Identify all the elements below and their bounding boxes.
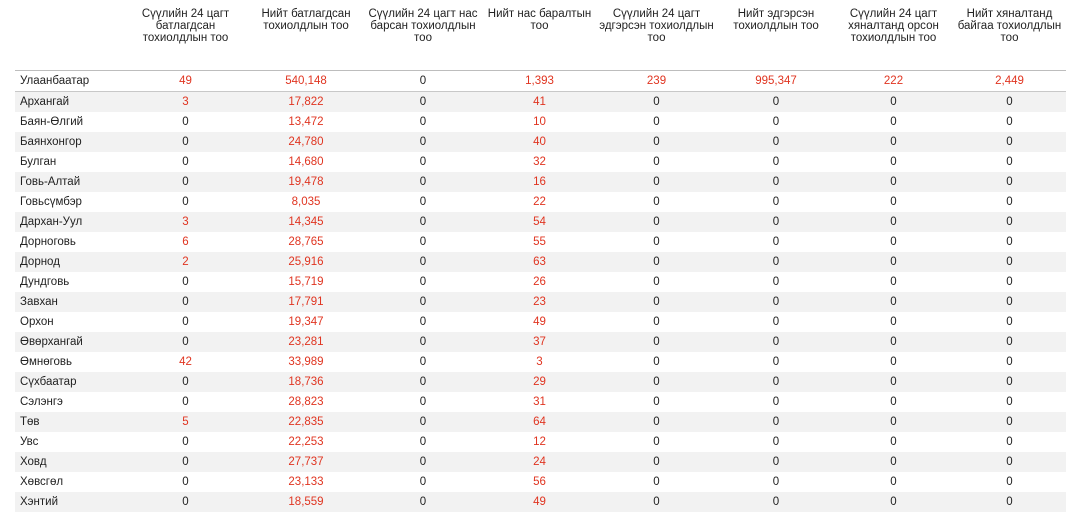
- cell-new-cases-24h: 0: [122, 272, 249, 292]
- cell-region-name: Орхон: [15, 312, 122, 332]
- cell-new-monitored-24h: 0: [835, 332, 952, 352]
- cell-total-recovered: 0: [717, 492, 835, 512]
- cell-new-cases-24h: 0: [122, 292, 249, 312]
- cell-total-cases: 13,472: [249, 112, 363, 132]
- covid-stats-table-container: [15, 0, 1066, 512]
- cell-new-cases-24h: 0: [122, 492, 249, 512]
- cell-total-monitored: 0: [952, 412, 1066, 432]
- table-row: [15, 252, 1066, 272]
- cell-total-deaths: 23: [483, 292, 596, 312]
- cell-region-name: Улаанбаатар: [15, 71, 122, 92]
- table-row: [15, 272, 1066, 292]
- cell-region-name: Хэнтий: [15, 492, 122, 512]
- cell-new-cases-24h: 0: [122, 452, 249, 472]
- cell-new-deaths-24h: 0: [363, 452, 483, 472]
- cell-new-recovered-24h: 239: [596, 71, 717, 92]
- cell-region-name: Сэлэнгэ: [15, 392, 122, 412]
- cell-total-cases: 28,765: [249, 232, 363, 252]
- cell-total-cases: 22,253: [249, 432, 363, 452]
- cell-total-recovered: 0: [717, 272, 835, 292]
- cell-region-name: Архангай: [15, 92, 122, 113]
- cell-total-recovered: 0: [717, 332, 835, 352]
- cell-total-monitored: 0: [952, 112, 1066, 132]
- cell-new-monitored-24h: 0: [835, 392, 952, 412]
- cell-total-cases: 8,035: [249, 192, 363, 212]
- cell-total-monitored: 0: [952, 372, 1066, 392]
- cell-total-cases: 15,719: [249, 272, 363, 292]
- cell-total-recovered: 0: [717, 472, 835, 492]
- cell-new-recovered-24h: 0: [596, 332, 717, 352]
- header-total-recovered: Нийт эдгэрсэн тохиолдлын тоо: [717, 0, 835, 71]
- cell-total-recovered: 0: [717, 372, 835, 392]
- cell-new-monitored-24h: 0: [835, 372, 952, 392]
- cell-new-cases-24h: 0: [122, 112, 249, 132]
- cell-new-deaths-24h: 0: [363, 152, 483, 172]
- cell-total-recovered: 0: [717, 152, 835, 172]
- cell-total-recovered: 0: [717, 252, 835, 272]
- cell-total-cases: 28,823: [249, 392, 363, 412]
- cell-new-cases-24h: 6: [122, 232, 249, 252]
- table-row: [15, 232, 1066, 252]
- cell-total-cases: 14,680: [249, 152, 363, 172]
- header-total-cases: Нийт батлагдсан тохиолдлын тоо: [249, 0, 363, 71]
- table-row: [15, 432, 1066, 452]
- table-row: [15, 412, 1066, 432]
- cell-region-name: Дорноговь: [15, 232, 122, 252]
- cell-region-name: Өвөрхангай: [15, 332, 122, 352]
- cell-total-deaths: 10: [483, 112, 596, 132]
- cell-new-cases-24h: 0: [122, 132, 249, 152]
- table-row: [15, 71, 1066, 92]
- cell-new-recovered-24h: 0: [596, 412, 717, 432]
- cell-total-deaths: 26: [483, 272, 596, 292]
- cell-total-deaths: 55: [483, 232, 596, 252]
- cell-total-monitored: 0: [952, 312, 1066, 332]
- cell-new-deaths-24h: 0: [363, 352, 483, 372]
- cell-total-monitored: 0: [952, 432, 1066, 452]
- cell-new-recovered-24h: 0: [596, 292, 717, 312]
- cell-total-cases: 540,148: [249, 71, 363, 92]
- cell-new-cases-24h: 0: [122, 312, 249, 332]
- cell-new-cases-24h: 0: [122, 432, 249, 452]
- cell-total-cases: 18,736: [249, 372, 363, 392]
- cell-total-deaths: 63: [483, 252, 596, 272]
- cell-total-monitored: 0: [952, 352, 1066, 372]
- cell-total-deaths: 54: [483, 212, 596, 232]
- cell-new-cases-24h: 42: [122, 352, 249, 372]
- cell-new-monitored-24h: 0: [835, 312, 952, 332]
- cell-new-deaths-24h: 0: [363, 172, 483, 192]
- cell-new-recovered-24h: 0: [596, 112, 717, 132]
- cell-total-deaths: 49: [483, 312, 596, 332]
- cell-total-cases: 25,916: [249, 252, 363, 272]
- cell-total-monitored: 0: [952, 212, 1066, 232]
- table-row: [15, 332, 1066, 352]
- cell-total-monitored: 0: [952, 392, 1066, 412]
- cell-total-monitored: 0: [952, 172, 1066, 192]
- cell-new-monitored-24h: 0: [835, 252, 952, 272]
- cell-total-deaths: 3: [483, 352, 596, 372]
- cell-total-recovered: 0: [717, 132, 835, 152]
- cell-new-deaths-24h: 0: [363, 312, 483, 332]
- cell-new-deaths-24h: 0: [363, 332, 483, 352]
- cell-total-cases: 14,345: [249, 212, 363, 232]
- table-row: [15, 192, 1066, 212]
- cell-total-recovered: 0: [717, 92, 835, 113]
- cell-new-recovered-24h: 0: [596, 132, 717, 152]
- cell-new-monitored-24h: 0: [835, 272, 952, 292]
- table-row: [15, 132, 1066, 152]
- cell-total-monitored: 0: [952, 152, 1066, 172]
- cell-new-deaths-24h: 0: [363, 432, 483, 452]
- cell-region-name: Говь-Алтай: [15, 172, 122, 192]
- cell-region-name: Дундговь: [15, 272, 122, 292]
- cell-new-deaths-24h: 0: [363, 492, 483, 512]
- cell-new-cases-24h: 2: [122, 252, 249, 272]
- cell-new-recovered-24h: 0: [596, 472, 717, 492]
- cell-total-recovered: 995,347: [717, 71, 835, 92]
- cell-new-monitored-24h: 0: [835, 192, 952, 212]
- cell-new-monitored-24h: 0: [835, 232, 952, 252]
- cell-total-deaths: 56: [483, 472, 596, 492]
- cell-total-cases: 23,281: [249, 332, 363, 352]
- cell-total-recovered: 0: [717, 172, 835, 192]
- cell-total-monitored: 0: [952, 452, 1066, 472]
- table-row: [15, 472, 1066, 492]
- cell-new-cases-24h: 3: [122, 212, 249, 232]
- cell-total-recovered: 0: [717, 352, 835, 372]
- cell-total-deaths: 29: [483, 372, 596, 392]
- cell-total-monitored: 0: [952, 272, 1066, 292]
- cell-total-recovered: 0: [717, 432, 835, 452]
- cell-total-monitored: 0: [952, 472, 1066, 492]
- cell-new-recovered-24h: 0: [596, 492, 717, 512]
- cell-region-name: Төв: [15, 412, 122, 432]
- cell-new-monitored-24h: 0: [835, 492, 952, 512]
- cell-total-deaths: 37: [483, 332, 596, 352]
- cell-region-name: Дорнод: [15, 252, 122, 272]
- cell-total-monitored: 0: [952, 252, 1066, 272]
- cell-new-monitored-24h: 0: [835, 212, 952, 232]
- cell-total-monitored: 2,449: [952, 71, 1066, 92]
- cell-total-deaths: 32: [483, 152, 596, 172]
- cell-new-cases-24h: 49: [122, 71, 249, 92]
- cell-new-deaths-24h: 0: [363, 132, 483, 152]
- cell-new-cases-24h: 0: [122, 392, 249, 412]
- cell-new-monitored-24h: 0: [835, 432, 952, 452]
- cell-total-monitored: 0: [952, 492, 1066, 512]
- cell-new-cases-24h: 0: [122, 372, 249, 392]
- cell-total-cases: 17,822: [249, 92, 363, 113]
- cell-total-deaths: 49: [483, 492, 596, 512]
- cell-total-deaths: 1,393: [483, 71, 596, 92]
- cell-new-deaths-24h: 0: [363, 272, 483, 292]
- cell-total-recovered: 0: [717, 192, 835, 212]
- cell-new-monitored-24h: 222: [835, 71, 952, 92]
- cell-new-cases-24h: 5: [122, 412, 249, 432]
- cell-new-recovered-24h: 0: [596, 272, 717, 292]
- cell-total-recovered: 0: [717, 112, 835, 132]
- cell-total-deaths: 64: [483, 412, 596, 432]
- cell-total-monitored: 0: [952, 232, 1066, 252]
- cell-new-cases-24h: 0: [122, 332, 249, 352]
- cell-total-monitored: 0: [952, 132, 1066, 152]
- cell-new-recovered-24h: 0: [596, 452, 717, 472]
- cell-total-cases: 19,347: [249, 312, 363, 332]
- cell-new-deaths-24h: 0: [363, 412, 483, 432]
- cell-new-recovered-24h: 0: [596, 352, 717, 372]
- cell-new-deaths-24h: 0: [363, 252, 483, 272]
- table-row: [15, 492, 1066, 512]
- cell-new-monitored-24h: 0: [835, 472, 952, 492]
- cell-new-recovered-24h: 0: [596, 172, 717, 192]
- cell-region-name: Дархан-Уул: [15, 212, 122, 232]
- header-new-cases-24h: Сүүлийн 24 цагт батлагдсан тохиолдлын тоо: [122, 0, 249, 71]
- cell-new-recovered-24h: 0: [596, 232, 717, 252]
- cell-total-monitored: 0: [952, 192, 1066, 212]
- cell-new-monitored-24h: 0: [835, 112, 952, 132]
- cell-new-deaths-24h: 0: [363, 192, 483, 212]
- table-row: [15, 292, 1066, 312]
- cell-total-recovered: 0: [717, 392, 835, 412]
- header-total-monitored: Нийт хяналтанд байгаа тохиолдлын тоо: [952, 0, 1066, 71]
- header-region: [15, 0, 122, 71]
- header-new-recovered-24h: Сүүлийн 24 цагт эдгэрсэн тохиолдлын тоо: [596, 0, 717, 71]
- cell-region-name: Завхан: [15, 292, 122, 312]
- table-row: [15, 372, 1066, 392]
- cell-total-recovered: 0: [717, 232, 835, 252]
- cell-region-name: Баянхонгор: [15, 132, 122, 152]
- cell-new-monitored-24h: 0: [835, 172, 952, 192]
- cell-new-recovered-24h: 0: [596, 152, 717, 172]
- cell-new-deaths-24h: 0: [363, 232, 483, 252]
- cell-region-name: Говьсүмбэр: [15, 192, 122, 212]
- cell-total-cases: 33,989: [249, 352, 363, 372]
- header-new-monitored-24h: Сүүлийн 24 цагт хяналтанд орсон тохиолдлын тоо: [835, 0, 952, 71]
- cell-new-recovered-24h: 0: [596, 312, 717, 332]
- header-row: [15, 0, 1066, 71]
- header-new-deaths-24h: Сүүлийн 24 цагт нас барсан тохиолдлын тоо: [363, 0, 483, 71]
- table-row: [15, 92, 1066, 113]
- cell-region-name: Булган: [15, 152, 122, 172]
- cell-new-monitored-24h: 0: [835, 132, 952, 152]
- cell-total-recovered: 0: [717, 452, 835, 472]
- table-row: [15, 392, 1066, 412]
- cell-region-name: Хөвсгөл: [15, 472, 122, 492]
- cell-total-cases: 27,737: [249, 452, 363, 472]
- table-row: [15, 172, 1066, 192]
- cell-new-monitored-24h: 0: [835, 452, 952, 472]
- cell-new-deaths-24h: 0: [363, 112, 483, 132]
- cell-region-name: Өмнөговь: [15, 352, 122, 372]
- table-row: [15, 352, 1066, 372]
- cell-region-name: Ховд: [15, 452, 122, 472]
- header-total-deaths: Нийт нас баралтын тоо: [483, 0, 596, 71]
- cell-new-monitored-24h: 0: [835, 412, 952, 432]
- cell-total-recovered: 0: [717, 292, 835, 312]
- cell-new-monitored-24h: 0: [835, 292, 952, 312]
- cell-new-recovered-24h: 0: [596, 392, 717, 412]
- cell-new-deaths-24h: 0: [363, 92, 483, 113]
- table-row: [15, 312, 1066, 332]
- cell-new-deaths-24h: 0: [363, 372, 483, 392]
- table-row: [15, 112, 1066, 132]
- cell-new-monitored-24h: 0: [835, 92, 952, 113]
- cell-new-recovered-24h: 0: [596, 372, 717, 392]
- cell-total-monitored: 0: [952, 292, 1066, 312]
- cell-total-cases: 19,478: [249, 172, 363, 192]
- cell-total-deaths: 24: [483, 452, 596, 472]
- cell-new-cases-24h: 0: [122, 152, 249, 172]
- cell-new-cases-24h: 0: [122, 472, 249, 492]
- cell-new-monitored-24h: 0: [835, 152, 952, 172]
- cell-new-recovered-24h: 0: [596, 432, 717, 452]
- cell-new-deaths-24h: 0: [363, 212, 483, 232]
- cell-region-name: Увс: [15, 432, 122, 452]
- cell-total-recovered: 0: [717, 412, 835, 432]
- cell-new-deaths-24h: 0: [363, 392, 483, 412]
- cell-total-recovered: 0: [717, 312, 835, 332]
- covid-stats-table: [15, 0, 1066, 512]
- cell-total-deaths: 22: [483, 192, 596, 212]
- cell-total-deaths: 40: [483, 132, 596, 152]
- cell-total-cases: 18,559: [249, 492, 363, 512]
- cell-total-cases: 23,133: [249, 472, 363, 492]
- cell-new-deaths-24h: 0: [363, 292, 483, 312]
- cell-region-name: Баян-Өлгий: [15, 112, 122, 132]
- cell-new-deaths-24h: 0: [363, 472, 483, 492]
- table-body: [15, 71, 1066, 512]
- table-row: [15, 452, 1066, 472]
- cell-total-cases: 22,835: [249, 412, 363, 432]
- cell-total-cases: 24,780: [249, 132, 363, 152]
- table-row: [15, 212, 1066, 232]
- cell-total-monitored: 0: [952, 92, 1066, 113]
- cell-new-cases-24h: 3: [122, 92, 249, 113]
- cell-new-monitored-24h: 0: [835, 352, 952, 372]
- cell-new-recovered-24h: 0: [596, 192, 717, 212]
- cell-total-cases: 17,791: [249, 292, 363, 312]
- cell-total-deaths: 31: [483, 392, 596, 412]
- cell-new-deaths-24h: 0: [363, 71, 483, 92]
- cell-total-deaths: 12: [483, 432, 596, 452]
- table-row: [15, 152, 1066, 172]
- cell-region-name: Сүхбаатар: [15, 372, 122, 392]
- cell-new-recovered-24h: 0: [596, 212, 717, 232]
- cell-new-recovered-24h: 0: [596, 92, 717, 113]
- cell-total-deaths: 41: [483, 92, 596, 113]
- cell-new-recovered-24h: 0: [596, 252, 717, 272]
- cell-new-cases-24h: 0: [122, 192, 249, 212]
- cell-total-recovered: 0: [717, 212, 835, 232]
- cell-total-deaths: 16: [483, 172, 596, 192]
- cell-total-monitored: 0: [952, 332, 1066, 352]
- cell-new-cases-24h: 0: [122, 172, 249, 192]
